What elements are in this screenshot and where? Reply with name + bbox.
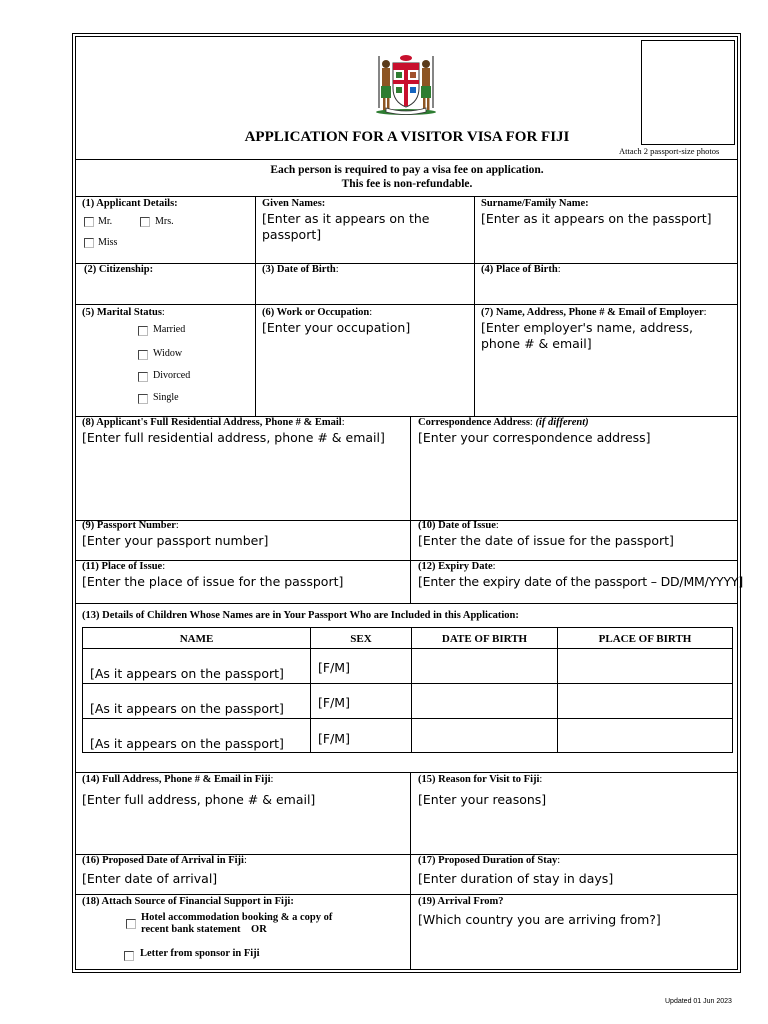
child-sex-cell[interactable]: [F/M] [318,731,350,746]
employer-label-text: (7) Name, Address, Phone # & Email of Employer [481,307,704,318]
table-rule [557,627,558,753]
photo-note: Attach 2 passport-size photos [619,146,720,156]
child-sex-cell[interactable]: [F/M] [318,695,350,710]
sponsor-letter-checkbox[interactable] [124,951,134,961]
form-inner-border [75,36,744,970]
table-rule [310,627,311,753]
residential-address-field[interactable]: [Enter full residential address, phone # & email] [82,430,385,445]
employer-label [481,307,707,318]
place-of-issue-label [82,561,165,572]
fiji-address-field[interactable]: [Enter full address, phone # & email] [82,792,316,807]
citizenship-label: (2) Citizenship: [84,264,154,275]
widow-label: Widow [153,348,183,359]
arrival-date-label [82,855,247,866]
correspondence-address-field[interactable]: [Enter your correspondence address] [418,430,651,445]
colon: : [557,264,561,275]
rule [76,603,738,604]
mr-checkbox[interactable] [84,217,94,227]
colon: : [369,307,373,318]
colon: : [243,855,247,866]
colon: : [161,307,165,318]
rule [76,894,738,895]
date-of-issue-label-text: (10) Date of Issue [418,520,496,531]
hotel-bank-checkbox[interactable] [126,919,136,929]
colon: : [492,561,496,572]
rule [255,196,256,416]
table-rule [82,718,733,719]
married-label: Married [153,324,186,335]
surname-field[interactable]: [Enter as it appears on the passport] [481,211,712,226]
date-of-birth-label [262,264,339,275]
col-header-sex: SEX [350,633,372,645]
place-of-issue-field[interactable]: [Enter the place of issue for the passport] [82,574,344,589]
correspondence-address-label [418,417,589,428]
passport-number-label [82,520,179,531]
rule [76,772,738,773]
fiji-address-label-text: (14) Full Address, Phone # & Email in Fiji [82,774,271,785]
arrival-date-field[interactable]: [Enter date of arrival] [82,871,218,886]
stay-duration-field[interactable]: [Enter duration of stay in days] [418,871,614,886]
fee-notice-line2: This fee is non-refundable. [341,178,473,190]
colon: : [175,520,179,531]
child-name-cell[interactable]: [As it appears on the passport] [90,736,284,751]
passport-number-label-text: (9) Passport Number [82,520,176,531]
mr-label: Mr. [98,216,113,227]
colon: : [529,417,536,428]
employer-field[interactable]: [Enter employer's name, address, phone # & email] [481,320,693,351]
widow-checkbox[interactable] [138,350,148,360]
rule [76,159,738,160]
col-header-place-of-birth: PLACE OF BIRTH [598,633,692,645]
date-of-issue-field[interactable]: [Enter the date of issue for the passport] [418,533,674,548]
children-details-label: (13) Details of Children Whose Names are in Your Passport Who are Included in this Application: [82,610,519,621]
rule [474,196,475,416]
occupation-field[interactable]: [Enter your occupation] [262,320,411,335]
child-sex-cell[interactable]: [F/M] [318,660,350,675]
single-checkbox[interactable] [138,394,148,404]
occupation-label-text: (6) Work or Occupation [262,307,370,318]
hotel-bank-label-line1: Hotel accommodation booking & a copy of [141,912,333,923]
place-of-issue-label-text: (11) Place of Issue [82,561,163,572]
col-header-date-of-birth: DATE OF BIRTH [441,633,528,645]
hotel-bank-label-line2: recent bank statement OR [141,924,267,935]
arrival-date-label-text: (16) Proposed Date of Arrival in Fiji [82,855,244,866]
residential-address-label [82,417,345,428]
rule [76,304,738,305]
surname-label: Surname/Family Name: [481,198,589,209]
colon: : [335,264,339,275]
arrival-from-label: (19) Arrival From? [418,896,504,907]
visit-reason-field[interactable]: [Enter your reasons] [418,792,547,807]
table-rule [411,627,412,753]
divorced-checkbox[interactable] [138,372,148,382]
sponsor-letter-label: Letter from sponsor in Fiji [140,948,260,959]
fiji-coat-of-arms-icon [372,50,440,116]
colon: : [341,417,345,428]
place-of-birth-label-text: (4) Place of Birth [481,264,558,275]
colon: : [270,774,274,785]
form-title: APPLICATION FOR A VISITOR VISA FOR FIJI [244,129,570,145]
stay-duration-label-text: (17) Proposed Duration of Stay [418,855,558,866]
visit-reason-label [418,774,542,785]
rule [76,560,738,561]
expiry-date-label-text: (12) Expiry Date [418,561,493,572]
expiry-date-field[interactable]: [Enter the expiry date of the passport – DD/MM/YYYY] [418,574,744,589]
marital-status-label [82,307,165,318]
expiry-date-label [418,561,496,572]
colon: : [162,561,166,572]
rule [76,196,738,197]
date-of-issue-label [418,520,499,531]
colon: : [495,520,499,531]
mrs-checkbox[interactable] [140,217,150,227]
table-rule [82,648,733,649]
single-label: Single [153,392,179,403]
colon: : [539,774,543,785]
mrs-label: Mrs. [155,216,174,227]
correspondence-address-label-text: Correspondence Address [418,417,530,428]
rule [410,772,411,969]
financial-support-label: (18) Attach Source of Financial Support in Fiji: [82,896,294,907]
updated-date: Updated 01 Jun 2023 [665,998,732,1005]
fee-notice-line1: Each person is required to pay a visa fee on application. [270,164,544,176]
given-names-label: Given Names: [262,198,326,209]
place-of-birth-label [481,264,561,275]
arrival-from-field[interactable]: [Which country you are arriving from?] [418,912,661,927]
passport-number-field[interactable]: [Enter your passport number] [82,533,269,548]
given-names-field[interactable]: [Enter as it appears on the passport] [262,211,430,242]
occupation-label [262,307,372,318]
applicant-details-label: (1) Applicant Details: [82,198,178,209]
married-checkbox[interactable] [138,326,148,336]
child-name-cell[interactable]: [As it appears on the passport] [90,701,284,716]
residential-address-label-text: (8) Applicant's Full Residential Address, Phone # & Email [82,417,342,428]
correspondence-note: (if different) [535,417,589,428]
child-name-cell[interactable]: [As it appears on the passport] [90,666,284,681]
stay-duration-label [418,855,560,866]
visit-reason-label-text: (15) Reason for Visit to Fiji [418,774,540,785]
miss-checkbox[interactable] [84,238,94,248]
marital-status-label-text: (5) Marital Status [82,307,162,318]
col-header-name: NAME [179,633,214,645]
miss-label: Miss [98,237,118,248]
fiji-address-label [82,774,273,785]
colon: : [557,855,561,866]
rule [410,416,411,603]
table-rule [82,683,733,684]
date-of-birth-label-text: (3) Date of Birth [262,264,336,275]
rule [76,263,738,264]
divorced-label: Divorced [153,370,191,381]
colon: : [703,307,707,318]
